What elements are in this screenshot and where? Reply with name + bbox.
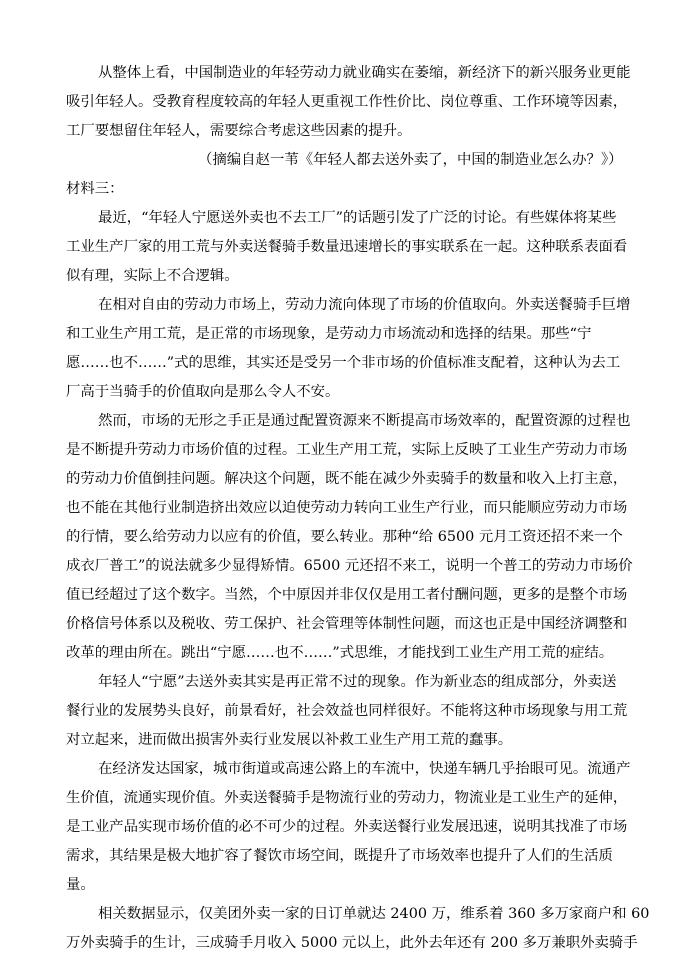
text-line: 成衣厂普工”的说法就多少显得矫情。6500 元还招不来工，说明一个普工的劳动力市场价	[66, 558, 633, 574]
text-line: 和工业生产用工荒，是正常的市场现象，是劳动力市场流动和选择的结果。那些“宁	[66, 326, 592, 342]
text-line: 万外卖骑手的生计，三成骑手月收入 5000 元以上，此外去年还有 200 多万兼职外卖骑手	[66, 935, 638, 951]
text-line: 是不断提升劳动力市场价值的过程。工业生产用工荒，实际上反映了工业生产劳动力市场	[66, 442, 628, 458]
text-line: 餐行业的发展势头良好，前景看好，社会效益也同样很好。不能将这种市场现象与用工荒	[66, 703, 628, 719]
text-line: 价格信号体系以及税收、劳工保护、社会管理等体制性问题，而这也正是中国经济调整和	[66, 616, 628, 632]
text-line: 值已经超过了这个数字。当然，个中原因并非仅仅是用工者付酬问题，更多的是整个市场	[66, 587, 628, 603]
text-line: 改革的理由所在。跳出“宁愿……也不……”式思维，才能找到工业生产用工荒的症结。	[66, 645, 614, 661]
text-line: 然而，市场的无形之手正是通过配置资源来不断提高市场效率的，配置资源的过程也	[98, 413, 631, 429]
text-line: 工业生产厂家的用工荒与外卖送餐骑手数量迅速增长的事实联系在一起。这种联系表面看	[66, 239, 628, 255]
text-line: 也不能在其他行业制造挤出效应以迫使劳动力转向工业生产行业，而只能顺应劳动力市场	[66, 500, 628, 516]
text-line: 需求，其结果是极大地扩容了餐饮市场空间，既提升了市场效率也提升了人们的生活质	[66, 848, 613, 864]
section-heading: 材料三：	[66, 181, 124, 197]
source-citation: （摘编自赵一苇《年轻人都去送外卖了，中国的制造业怎么办？》）	[198, 152, 623, 168]
text-line: 似有理，实际上不合逻辑。	[66, 268, 239, 284]
text-line: 生价值，流通实现价值。外卖送餐骑手是物流行业的劳动力，物流业是工业生产的延伸，	[66, 790, 628, 806]
text-line: 量。	[66, 877, 95, 893]
text-line: 厂高于当骑手的价值取向是那么令人不安。	[66, 384, 340, 400]
text-line: 年轻人“宁愿”去送外卖其实是再正常不过的现象。作为新业态的组成部分，外卖送	[98, 674, 617, 690]
text-line: 相关数据显示，仅美团外卖一家的日订单就达 2400 万，维系着 360 多万家商户和 60	[98, 906, 650, 922]
text-line: 吸引年轻人。受教育程度较高的年轻人更重视工作性价比、岗位尊重、工作环境等因素，	[66, 94, 628, 110]
text-line: 的劳动力价值倒挂问题。解决这个问题，既不能在减少外卖骑手的数量和收入上打主意，	[66, 471, 628, 487]
text-line: 最近，“年轻人宁愿送外卖也不去工厂”的话题引发了广泛的讨论。有些媒体将某些	[98, 210, 617, 226]
text-line: 是工业产品实现市场价值的必不可少的过程。外卖送餐行业发展迅速，说明其找准了市场	[66, 819, 628, 835]
text-line: 的行情，要么给劳动力以应有的价值，要么转业。那种“给 6500 元月工资还招不来一个	[66, 529, 623, 545]
text-line: 在相对自由的劳动力市场上，劳动力流向体现了市场的价值取向。外卖送餐骑手巨增	[98, 297, 631, 313]
text-line: 在经济发达国家，城市街道或高速公路上的车流中，快递车辆几乎抬眼可见。流通产	[98, 761, 631, 777]
text-line: 从整体上看，中国制造业的年轻劳动力就业确实在萎缩，新经济下的新兴服务业更能	[98, 65, 631, 81]
text-line: 工厂要想留住年轻人，需要综合考虑这些因素的提升。	[66, 123, 412, 139]
text-line: 愿……也不……”式的思维，其实还是受另一个非市场的价值标准支配着，这种认为去工	[66, 355, 621, 371]
text-line: 对立起来，进而做出损害外卖行业发展以补救工业生产用工荒的蠢事。	[66, 732, 513, 748]
